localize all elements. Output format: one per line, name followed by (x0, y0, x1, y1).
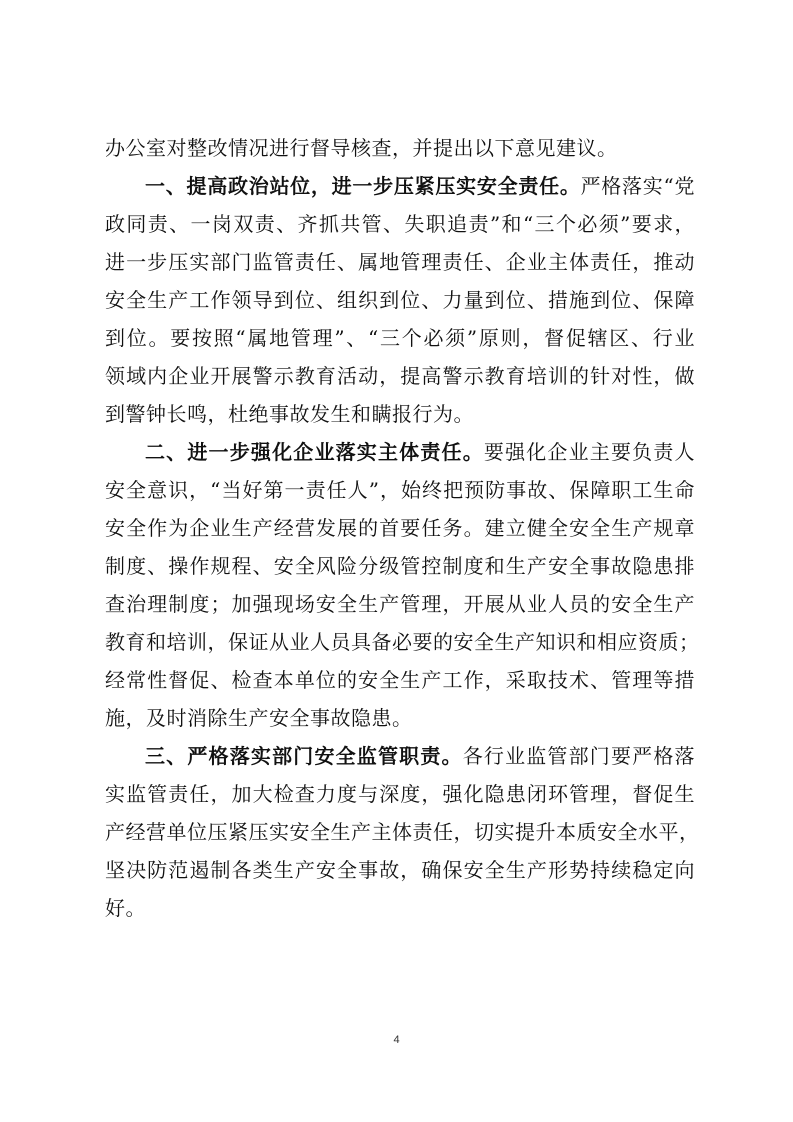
section1-line: 安全生产工作领导到位、组织到位、力量到位、措施到位、保障 (105, 288, 695, 312)
section1-line: 领域内企业开展警示教育活动，提高警示教育培训的针对性，做 (105, 364, 695, 388)
section3-line: 实监管责任，加大检查力度与深度，强化隐患闭环管理，督促生 (105, 782, 695, 806)
section2-text: 要强化企业主要负责人 (483, 440, 696, 464)
section3-first-line (105, 740, 695, 772)
section3-line: 坚决防范遏制各类生产安全事故，确保安全生产形势持续稳定向 (105, 858, 695, 882)
section1-line: 进一步压实部门监管责任、属地管理责任、企业主体责任，推动 (105, 250, 695, 274)
section3-heading: 三、严格落实部门安全监管职责。 (145, 744, 463, 768)
section2-first-line (105, 436, 695, 468)
document-page (105, 0, 700, 1122)
section1-line: 政同责、一岗双责、齐抓共管、失职追责”和“三个必须”要求， (105, 212, 695, 236)
section1-line: 到位。要按照“属地管理”、“三个必须”原则，督促辖区、行业 (105, 326, 695, 350)
section1-text: 严格落实“党 (580, 174, 695, 198)
section1-line: 到警钟长鸣，杜绝事故发生和瞒报行为。 (105, 402, 474, 426)
section2-line: 教育和培训，保证从业人员具备必要的安全生产知识和相应资质； (105, 630, 700, 654)
section3-line: 产经营单位压紧压实安全生产主体责任，切实提升本质安全水平， (105, 820, 700, 844)
section2-line: 施，及时消除生产安全事故隐患。 (105, 706, 413, 730)
intro-line: 办公室对整改情况进行督导核查，并提出以下意见建议。 (105, 136, 618, 160)
section2-line: 安全意识，“当好第一责任人”，始终把预防事故、保障职工生命 (105, 478, 695, 502)
section3-line: 好。 (105, 896, 146, 920)
section1-heading: 一、提高政治站位，进一步压紧压实安全责任。 (145, 174, 581, 198)
section1-first-line (105, 170, 695, 202)
section2-line: 经常性督促、检查本单位的安全生产工作，采取技术、管理等措 (105, 668, 695, 692)
section2-line: 制度、操作规程、安全风险分级管控制度和生产安全事故隐患排 (105, 554, 695, 578)
section2-line: 安全作为企业生产经营发展的首要任务。建立健全安全生产规章 (105, 516, 695, 540)
page-number: 4 (393, 1034, 400, 1046)
section2-line: 查治理制度；加强现场安全生产管理，开展从业人员的安全生产 (105, 592, 695, 616)
section3-text: 各行业监管部门要严格落 (462, 744, 696, 768)
section2-heading: 二、进一步强化企业落实主体责任。 (145, 440, 484, 464)
